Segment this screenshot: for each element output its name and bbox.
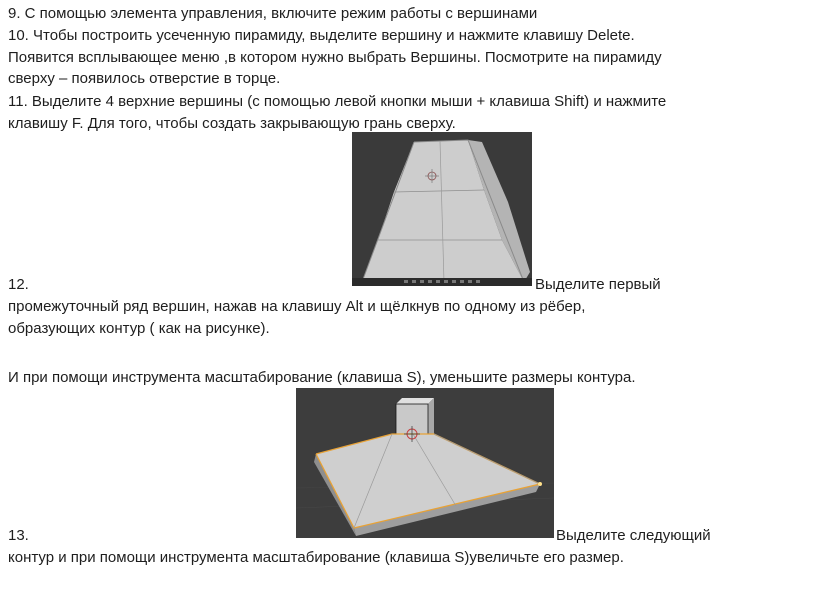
step-13-text-cont: контур и при помощи инструмента масштабирование (клавиша S)увеличьте его размер.	[8, 549, 624, 566]
step-13-number: 13.	[8, 527, 29, 544]
step-10-text-cont2: сверху – появилось отверстие в торце.	[8, 70, 281, 87]
scale-instruction: И при помощи инструмента масштабирование (клавиша S), уменьшите размеры контура.	[8, 369, 636, 386]
step-12-text: Выделите первый	[535, 276, 661, 293]
figure-scaled-contour	[296, 388, 554, 538]
step-12-number: 12.	[8, 276, 29, 293]
step-12-text-cont: промежуточный ряд вершин, нажав на клавишу Alt и щёлкнув по одному из рёбер,	[8, 298, 586, 315]
step-11-text: 11. Выделите 4 верхние вершины (с помощью левой кнопки мыши + клавиша Shift) и нажмите	[8, 93, 667, 110]
viewport-status-bar	[352, 278, 532, 286]
step-12-text-cont2: образующих контур ( как на рисунке).	[8, 320, 270, 337]
step-13-text: Выделите следующий	[556, 527, 711, 544]
step-10-text-cont: Появится всплывающее меню ,в котором нужно выбрать Вершины. Посмотрите на пирамиду	[8, 49, 662, 66]
step-9-text: 9. С помощью элемента управления, включите режим работы с вершинами	[8, 5, 538, 22]
figure-truncated-pyramid	[352, 132, 532, 286]
top-box-top	[396, 398, 434, 404]
step-11-text-cont: клавишу F. Для того, чтобы создать закрывающую грань сверху.	[8, 115, 456, 132]
step-10-text: 10. Чтобы построить усеченную пирамиду, выделите вершину и нажмите клавишу Delete.	[8, 27, 635, 44]
